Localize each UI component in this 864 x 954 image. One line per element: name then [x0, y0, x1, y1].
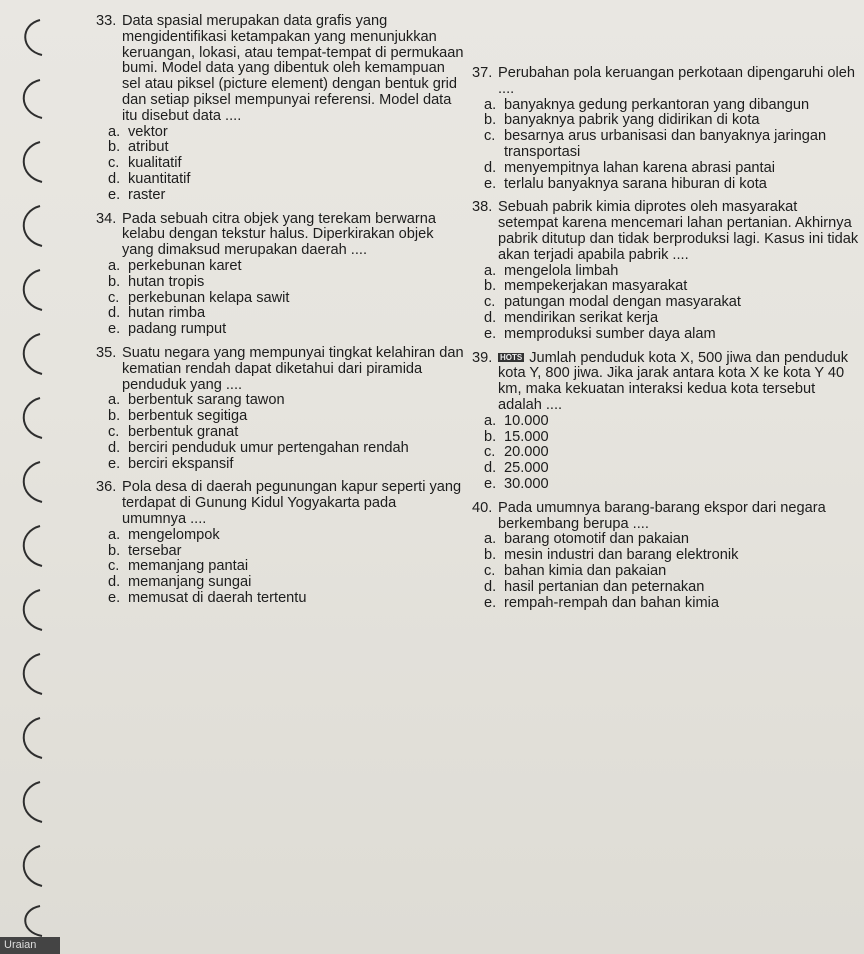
answer-option — [108, 425, 464, 441]
option-letter: b. — [484, 547, 497, 564]
option-text: menyempitnya lahan karena abrasi pantai — [504, 159, 775, 176]
option-text: terlalu banyaknya sarana hiburan di kota — [504, 175, 767, 192]
question-number: 35. — [96, 344, 117, 361]
question-text: Pola desa di daerah pegunungan kapur seperti yang terdapat di Gunung Kidul Yogyakarta pada umumnya .... — [122, 479, 462, 527]
option-text: memanjang pantai — [128, 558, 249, 575]
option-text: 30.000 — [504, 475, 549, 492]
option-letter: c. — [484, 562, 496, 579]
answer-option — [484, 161, 860, 177]
option-letter: d. — [108, 170, 121, 187]
option-letter: c. — [108, 558, 120, 575]
option-letter: c. — [484, 444, 496, 461]
question-number: 34. — [96, 210, 117, 227]
option-letter: b. — [484, 428, 497, 445]
option-text: 25.000 — [504, 460, 549, 477]
option-letter: d. — [484, 578, 497, 595]
answer-option — [108, 528, 464, 544]
question-stem — [96, 480, 464, 527]
answer-option — [108, 140, 464, 156]
option-letter: a. — [484, 412, 497, 429]
question-stem — [96, 346, 464, 393]
option-text: kuantitatif — [128, 170, 191, 187]
option-text: perkebunan kelapa sawit — [128, 289, 290, 306]
answer-option — [108, 306, 464, 322]
answer-option — [484, 177, 860, 193]
answer-option — [484, 98, 860, 114]
option-letter: c. — [108, 289, 120, 306]
answer-option — [108, 457, 464, 473]
question-stem — [472, 501, 860, 533]
question — [472, 351, 860, 493]
option-text: mendirikan serikat kerja — [504, 309, 659, 326]
option-text: berbentuk segitiga — [128, 408, 248, 425]
answer-option — [108, 172, 464, 188]
answer-options — [472, 264, 860, 343]
answer-option — [484, 532, 860, 548]
answer-option — [484, 548, 860, 564]
answer-option — [108, 259, 464, 275]
option-text: besarnya arus urbanisasi dan banyaknya jaringan transportasi — [504, 128, 827, 160]
option-letter: a. — [108, 392, 121, 409]
answer-options — [96, 528, 464, 607]
answer-option — [484, 580, 860, 596]
option-letter: d. — [484, 159, 497, 176]
answer-option — [484, 295, 860, 311]
option-letter: a. — [108, 123, 121, 140]
option-letter: e. — [484, 475, 497, 492]
option-text: padang rumput — [128, 321, 227, 338]
option-text: memusat di daerah tertentu — [128, 589, 307, 606]
option-letter: e. — [484, 594, 497, 611]
question-stem — [96, 212, 464, 259]
option-letter: a. — [484, 262, 497, 279]
option-text: vektor — [128, 123, 168, 140]
answer-options — [96, 259, 464, 338]
option-letter: a. — [484, 531, 497, 548]
question-text: Data spasial merupakan data grafis yang mengidentifikasi ketampakan yang menunjukkan keruangan, lokasi, atau tempat-tempat di permukaan bumi. Model data yang dibentuk oleh kemampuan sel atau piksel (picture element) dengan bentuk grid dan setiap piksel mempunyai referensi. Model data itu disebut data .... — [122, 13, 464, 124]
option-letter: b. — [108, 408, 121, 425]
option-text: memanjang sungai — [128, 574, 252, 591]
option-letter: e. — [484, 175, 497, 192]
answer-option — [484, 445, 860, 461]
option-letter: e. — [108, 321, 121, 338]
option-text: mempekerjakan masyarakat — [504, 278, 688, 295]
option-letter: e. — [108, 186, 121, 203]
option-text: hasil pertanian dan peternakan — [504, 578, 705, 595]
option-text: memproduksi sumber daya alam — [504, 325, 716, 342]
option-text: berbentuk granat — [128, 423, 239, 440]
answer-option — [108, 393, 464, 409]
question-number: 40. — [472, 499, 493, 516]
option-text: berciri penduduk umur pertengahan rendah — [128, 439, 409, 456]
option-text: tersebar — [128, 542, 182, 559]
option-text: barang otomotif dan pakaian — [504, 531, 689, 548]
option-text: bahan kimia dan pakaian — [504, 562, 667, 579]
option-letter: b. — [484, 278, 497, 295]
answer-option — [108, 275, 464, 291]
option-text: kualitatif — [128, 155, 182, 172]
option-letter: a. — [108, 526, 121, 543]
question-number: 38. — [472, 199, 493, 216]
option-letter: b. — [108, 139, 121, 156]
answer-option — [484, 564, 860, 580]
option-letter: c. — [108, 423, 120, 440]
answer-option — [108, 591, 464, 607]
question-number: 36. — [96, 479, 117, 496]
answer-options — [96, 393, 464, 472]
answer-option — [108, 322, 464, 338]
answer-option — [484, 279, 860, 295]
spiral-binding — [0, 0, 60, 954]
answer-option — [484, 311, 860, 327]
question-text: Sebuah pabrik kimia diprotes oleh masyarakat setempat karena mencemari lahan pertanian. Akhirnya pabrik ditutup dan tidak berproduksi lagi. Kasus ini tidak akan terjadi apabila pabrik .... — [498, 199, 859, 263]
option-letter: d. — [484, 460, 497, 477]
answer-option — [484, 477, 860, 493]
option-text: banyaknya gedung perkantoran yang dibangun — [504, 96, 810, 113]
answer-option — [484, 113, 860, 129]
question — [96, 212, 464, 338]
question — [96, 14, 464, 204]
answer-option — [484, 327, 860, 343]
question-stem — [472, 200, 860, 263]
answer-option — [108, 575, 464, 591]
right-column — [472, 66, 860, 611]
option-letter: d. — [108, 574, 121, 591]
option-text: berciri ekspansif — [128, 455, 234, 472]
answer-option — [108, 559, 464, 575]
question — [96, 346, 464, 472]
option-letter: b. — [484, 112, 497, 129]
option-text: 20.000 — [504, 444, 549, 461]
option-letter: b. — [108, 273, 121, 290]
option-text: mengelompok — [128, 526, 220, 543]
answer-option — [108, 409, 464, 425]
answer-options — [472, 414, 860, 493]
left-column — [96, 14, 464, 607]
option-letter: a. — [108, 257, 121, 274]
answer-option — [484, 414, 860, 430]
question-stem — [96, 14, 464, 125]
option-letter: e. — [484, 325, 497, 342]
question-text: Perubahan pola keruangan perkotaan dipengaruhi oleh .... — [498, 65, 856, 97]
option-text: banyaknya pabrik yang didirikan di kota — [504, 112, 760, 129]
option-letter: d. — [108, 439, 121, 456]
hots-badge: HOTS — [500, 353, 523, 363]
question-text: Pada umumnya barang-barang ekspor dari negara berkembang berupa .... — [498, 499, 826, 532]
question-number: 33. — [96, 13, 117, 29]
question — [472, 501, 860, 612]
question-text: Suatu negara yang mempunyai tingkat kelahiran dan kematian rendah dapat diketahui dari piramida penduduk yang .... — [122, 344, 464, 393]
answer-option — [484, 596, 860, 612]
option-letter: c. — [108, 155, 120, 172]
answer-option — [484, 264, 860, 280]
option-text: patungan modal dengan masyarakat — [504, 294, 741, 311]
answer-option — [108, 441, 464, 457]
option-letter: d. — [108, 305, 121, 322]
answer-option — [108, 544, 464, 560]
question-stem — [472, 351, 860, 414]
option-text: hutan rimba — [128, 305, 206, 322]
question — [472, 66, 860, 192]
question — [96, 480, 464, 606]
answer-options — [96, 125, 464, 204]
option-text: berbentuk sarang tawon — [128, 392, 285, 409]
option-text: rempah-rempah dan bahan kimia — [504, 594, 719, 611]
option-letter: a. — [484, 96, 497, 113]
question-text: Pada sebuah citra objek yang terekam berwarna kelabu dengan tekstur halus. Diperkirakan objek yang dimaksud merupakan daerah .... — [122, 210, 436, 259]
option-letter: e. — [108, 589, 121, 606]
option-text: 10.000 — [504, 412, 549, 429]
option-text: mesin industri dan barang elektronik — [504, 547, 739, 564]
option-letter: c. — [484, 294, 496, 311]
question-number: 39. — [472, 349, 493, 366]
answer-option — [108, 291, 464, 307]
question-text: Jumlah penduduk kota X, 500 jiwa dan penduduk kota Y, 800 jiwa. Jika jarak antara kota X ke kota Y 40 km, maka kekuatan interaksi kedua kota tersebut adalah .... — [498, 349, 849, 413]
question — [472, 200, 860, 342]
option-text: perkebunan karet — [128, 257, 242, 274]
answer-option — [484, 129, 860, 161]
answer-option — [484, 461, 860, 477]
footer-label: Uraian — [4, 939, 37, 951]
footer-tab — [0, 937, 60, 954]
option-text: mengelola limbah — [504, 262, 619, 279]
option-letter: d. — [484, 309, 497, 326]
option-letter: b. — [108, 542, 121, 559]
answer-option — [108, 188, 464, 204]
option-text: atribut — [128, 139, 169, 156]
answer-options — [472, 532, 860, 611]
question-stem — [472, 66, 860, 98]
answer-options — [472, 98, 860, 193]
option-letter: e. — [108, 455, 121, 472]
answer-option — [108, 156, 464, 172]
option-text: raster — [128, 186, 166, 203]
answer-option — [108, 125, 464, 141]
option-text: 15.000 — [504, 428, 549, 445]
question-number: 37. — [472, 65, 493, 81]
option-letter: c. — [484, 128, 496, 145]
answer-option — [484, 430, 860, 446]
option-text: hutan tropis — [128, 273, 205, 290]
